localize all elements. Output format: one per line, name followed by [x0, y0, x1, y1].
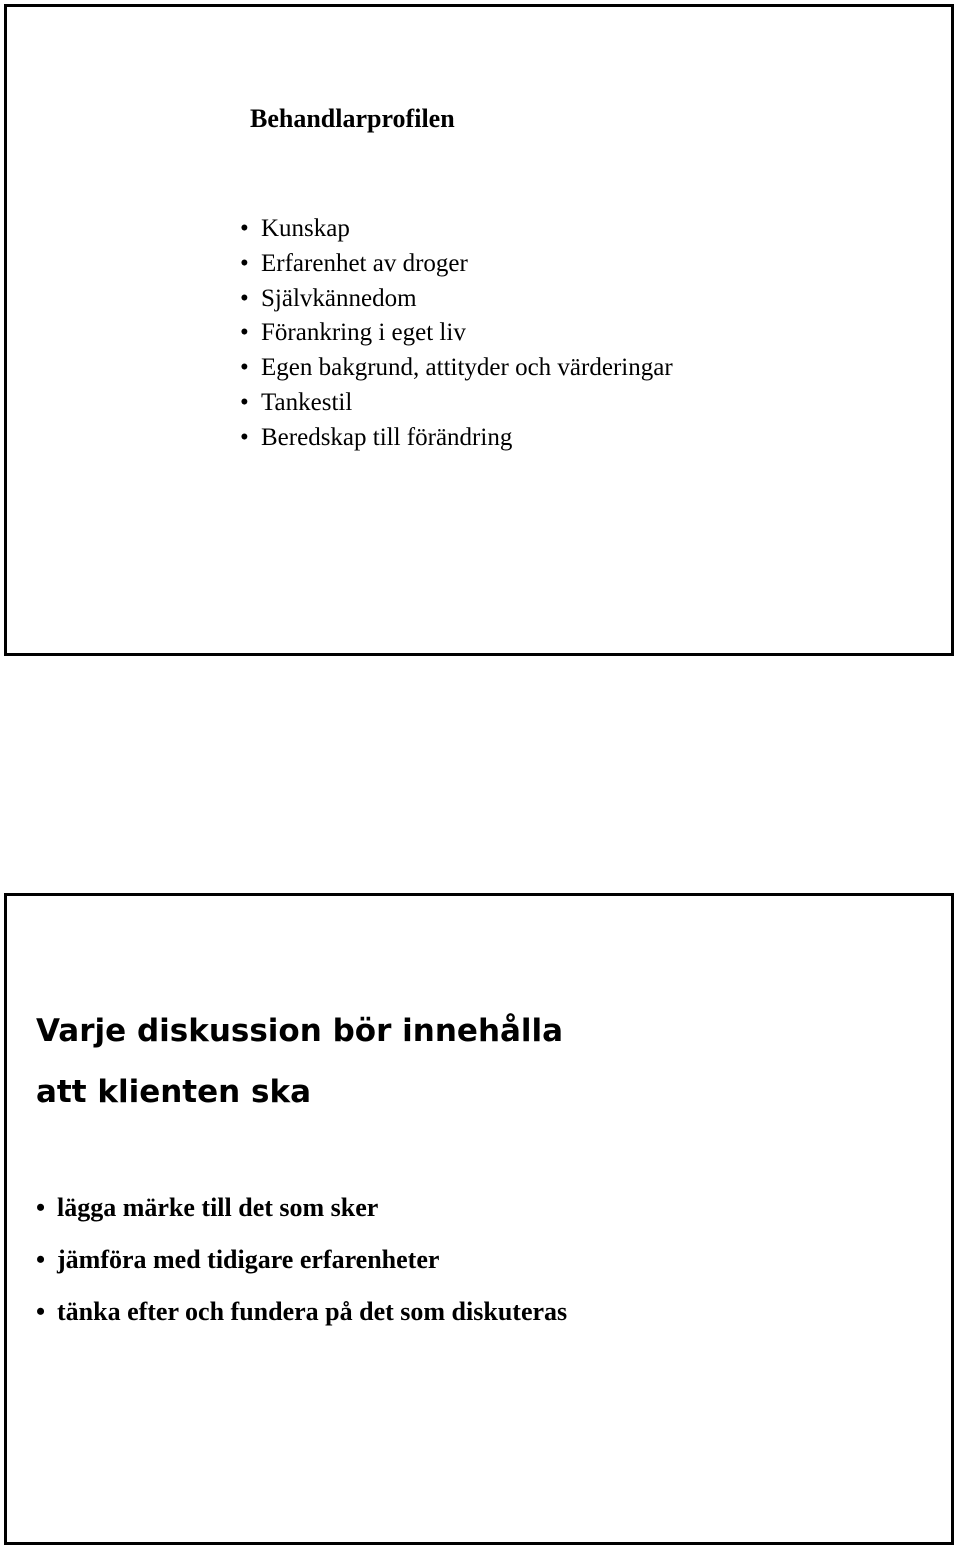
- bullet-icon: •: [36, 1193, 46, 1222]
- bullet-icon: •: [36, 1297, 46, 1326]
- bullet-icon: •: [240, 354, 249, 382]
- list-item: [36, 1286, 567, 1338]
- list-item-text: Erfarenhet av droger: [261, 249, 468, 277]
- bullet-icon: •: [240, 284, 249, 312]
- list-item-text: Tankestil: [261, 388, 353, 416]
- slide-2-heading-line-2: att klienten ska: [36, 1074, 312, 1110]
- list-item: [36, 1182, 567, 1234]
- bullet-icon: •: [36, 1245, 46, 1274]
- slide-2-heading-line-1: Varje diskussion bör innehålla: [36, 1013, 564, 1049]
- list-item-text: tänka efter och fundera på det som diskuteras: [57, 1297, 568, 1326]
- list-item: [36, 1234, 567, 1286]
- bullet-icon: •: [240, 319, 249, 347]
- list-item-text: Förankring i eget liv: [261, 319, 466, 347]
- slide-1-title: Behandlarprofilen: [250, 104, 455, 133]
- slide-2-bullet-list: [36, 1182, 567, 1338]
- list-item-text: lägga märke till det som sker: [57, 1193, 379, 1222]
- list-item-text: Självkännedom: [261, 284, 417, 312]
- list-item: [240, 212, 673, 247]
- bullet-icon: •: [240, 249, 249, 277]
- list-item: [240, 247, 673, 282]
- bullet-icon: •: [240, 215, 249, 242]
- list-item-text: jämföra med tidigare erfarenheter: [57, 1245, 440, 1274]
- list-item-text: Egen bakgrund, attityder och värderingar: [261, 354, 673, 382]
- list-item: [240, 282, 673, 317]
- slide-2: [4, 893, 954, 1545]
- bullet-icon: •: [240, 423, 249, 451]
- list-item-text: Kunskap: [261, 215, 350, 242]
- list-item: [240, 316, 673, 351]
- list-item: [240, 421, 673, 456]
- list-item-text: Beredskap till förändring: [261, 423, 513, 451]
- slide-1: [4, 4, 954, 656]
- list-item: [240, 351, 673, 386]
- list-item: [240, 386, 673, 421]
- bullet-icon: •: [240, 388, 249, 416]
- slide-1-bullet-list: [240, 212, 673, 456]
